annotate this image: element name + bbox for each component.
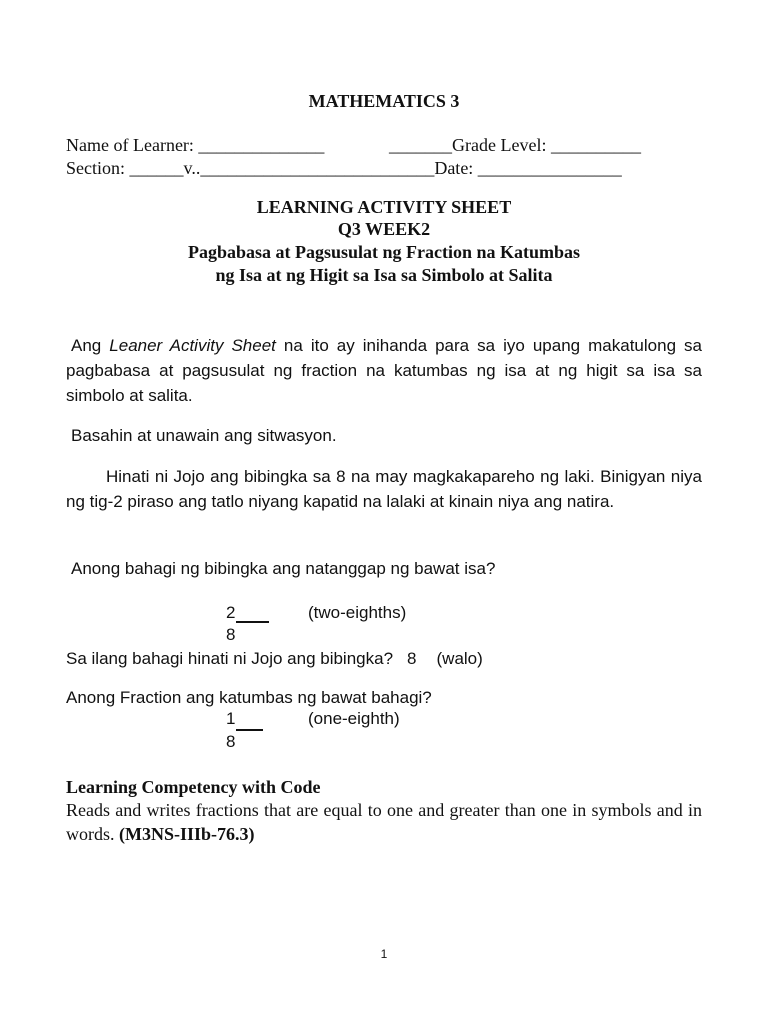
intro-rest: na ito ay inihanda para sa iyo upang makatulong sa pagbabasa at pagsusulat ng fraction na katumbas ng isa at ng higit sa isa sa simbolo at salita. xyxy=(66,336,702,405)
intro-italic: Leaner Activity Sheet xyxy=(109,336,276,355)
q3-fraction-bar xyxy=(236,729,263,731)
q3-words: (one-eighth) xyxy=(308,709,400,728)
competency-description: Reads and writes fractions that are equal to one and greater than one in symbols and in words. xyxy=(66,800,702,844)
competency-text xyxy=(66,798,702,846)
instruction-text: Basahin at unawain ang sitwasyon. xyxy=(71,426,337,445)
q2-words: (walo) xyxy=(436,649,483,668)
learner-name-line: Name of Learner: ______________ xyxy=(66,135,325,155)
competency-code: (M3NS-IIIb-76.3) xyxy=(119,824,255,844)
activity-sheet-title: LEARNING ACTIVITY SHEET xyxy=(256,197,512,217)
q1-denominator: 8 xyxy=(226,625,236,644)
question-1: Anong bahagi ng bibingka ang natanggap ng bawat isa? xyxy=(71,559,496,578)
competency-heading: Learning Competency with Code xyxy=(66,777,321,797)
q1-fraction-bar xyxy=(236,621,269,623)
grade-level-line: _______Grade Level: __________ xyxy=(389,135,641,155)
page-number: 1 xyxy=(380,947,388,961)
subject-title: MATHEMATICS 3 xyxy=(308,91,460,111)
question-2 xyxy=(66,648,483,670)
quarter-week-label: Q3 WEEK2 xyxy=(337,219,431,239)
question-3: Anong Fraction ang katumbas ng bawat bahagi? xyxy=(66,688,432,707)
q3-numerator: 1 xyxy=(226,709,236,728)
intro-paragraph xyxy=(66,333,702,408)
q3-denominator: 8 xyxy=(226,732,236,751)
topic-title-line-2: ng Isa at ng Higit sa Isa sa Simbolo at Salita xyxy=(215,265,553,285)
q1-words: (two-eighths) xyxy=(308,603,407,622)
intro-prefix: Ang xyxy=(71,336,110,355)
q2-answer: 8 xyxy=(407,649,417,668)
q1-numerator: 2 xyxy=(226,603,236,622)
situation-paragraph: Hinati ni Jojo ang bibingka sa 8 na may magkakapareho ng laki. Binigyan niya ng tig-2 piraso ang tatlo niyang kapatid na lalaki at kinain niya ang natira. xyxy=(66,467,702,511)
section-date-line: Section: ______v..__________________________Date: ________________ xyxy=(66,158,622,178)
q2-question: Sa ilang bahagi hinati ni Jojo ang bibingka? xyxy=(66,649,394,668)
topic-title-line-1: Pagbabasa at Pagsusulat ng Fraction na Katumbas xyxy=(187,242,581,262)
